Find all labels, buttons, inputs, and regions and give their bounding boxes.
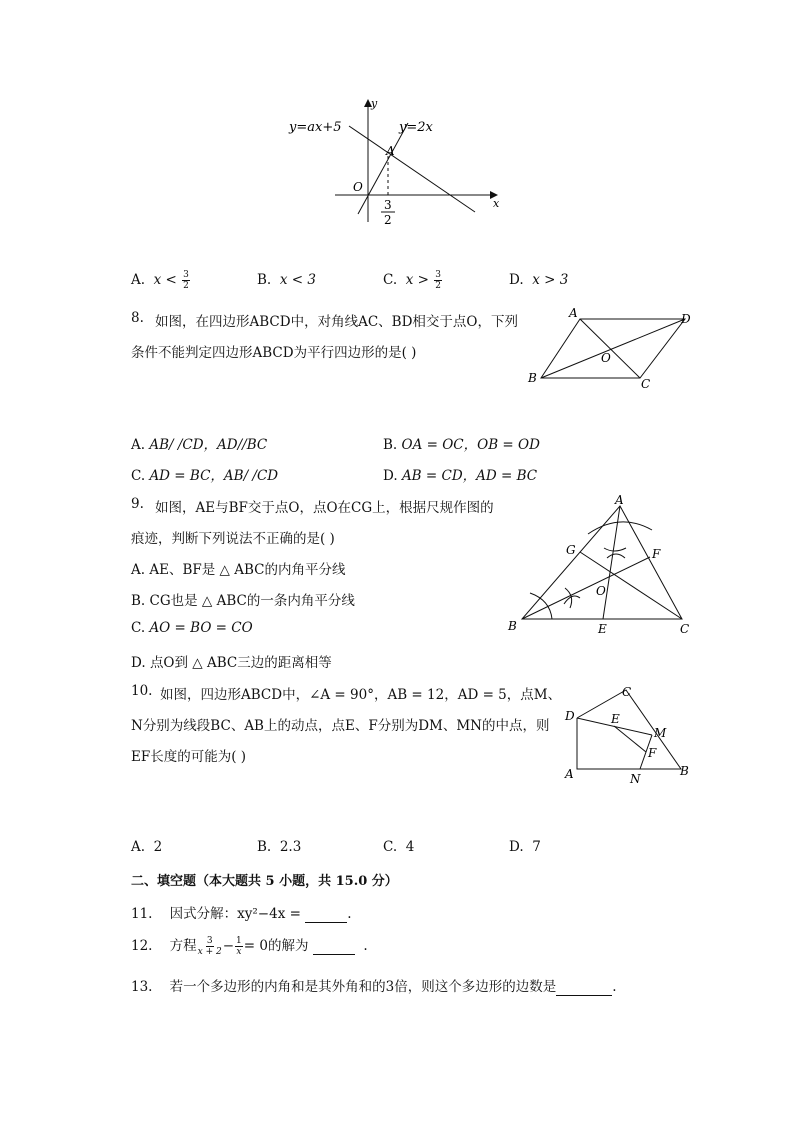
vertex-c: C [622,685,632,699]
answer-blank[interactable] [313,938,355,955]
label-origin: O [353,180,363,194]
construction-mark-upper [604,548,626,558]
vertex-d: D [681,312,691,326]
point-f: F [652,547,661,561]
label-y-axis: y [371,97,378,110]
q8-number: 8. [131,310,144,326]
point-g: G [566,543,576,557]
label-y-ax-plus-5: y=ax+5 [289,120,342,135]
q9-option-b[interactable]: B. CG也是 △ ABC的一条内角平分线 [131,593,355,609]
vertex-c: C [641,377,651,391]
fraction-1-over-x: $\frac{1}{x}$ [236,936,242,957]
point-m: M [654,726,667,740]
q9-stem-line1: 如图，AE与BF交于点O，点O在CG上，根据尺规作图的 [155,500,494,516]
parallelogram-figure [522,305,702,395]
q9-number: 9. [131,496,144,512]
vertex-b: B [508,619,517,633]
q10-stem-line1: 如图，四边形ABCD中，∠A = 90°，AB = 12，AD = 5，点M、 [160,687,562,703]
q10-option-a[interactable]: A. 2 [131,839,163,855]
q8-stem-line2: 条件不能判定四边形ABCD为平行四边形的是( ) [131,345,417,361]
q10-option-d[interactable]: D. 7 [509,839,541,855]
point-e: E [598,622,607,636]
q7-option-c[interactable]: C. x > $\frac{3}{2}$ [383,270,441,291]
tick-denominator: 2 [384,213,392,227]
q9-option-c[interactable]: C. AO = BO = CO [131,620,253,636]
vertex-b: B [528,371,537,385]
point-f: F [648,746,657,760]
q12: 12. 方程 $\frac{3}{x + 2}$ − $\frac{1}{x}$ = 0的解为 . [131,936,368,957]
q8-option-a[interactable]: A. AB/ /CD，AD//BC [131,437,268,453]
q9-option-d[interactable]: D. 点O到 △ ABC三边的距离相等 [131,655,332,671]
fraction-3-over-x-plus-2: $\frac{3}{x + 2}$ [197,936,222,957]
vertex-d: D [565,709,575,723]
fraction: $\frac{3}{2}$ [183,270,189,291]
vertex-a: A [565,767,574,781]
vertex-b: B [680,764,689,778]
diagonal-bd [541,319,685,378]
label-x-axis: x [493,197,500,210]
q9-stem-line2: 痕迹，判断下列说法不正确的是( ) [131,531,335,547]
tick-numerator: 3 [384,198,392,212]
q7-option-b[interactable]: B. x < 3 [257,272,316,288]
line-y-2x [358,123,408,214]
fraction: $\frac{3}{2}$ [435,270,441,291]
q10-option-c[interactable]: C. 4 [383,839,415,855]
q7-option-d[interactable]: D. x > 3 [509,272,569,288]
vertex-a: A [615,493,624,507]
q8-option-b[interactable]: B. OA = OC，OB = OD [383,437,540,453]
q8-option-c[interactable]: C. AD = BC，AB/ /CD [131,468,279,484]
answer-blank[interactable] [305,906,347,923]
linear-functions-graph [285,92,515,232]
q13: 13. 若一个多边形的内角和是其外角和的3倍，则这个多边形的边数是 . [131,979,617,995]
q11: 11. 因式分解：xy²−4x = . [131,906,352,922]
q7-option-a[interactable]: A. x < $\frac{3}{2}$ [131,270,189,291]
q10-number: 10. [131,683,153,699]
q10-stem-line2: N分别为线段BC、AB上的动点，点E、F分别为DM、MN的中点，则 [131,718,550,734]
vertex-c: C [680,622,690,636]
q10-option-b[interactable]: B. 2.3 [257,839,302,855]
q9-option-a[interactable]: A. AE、BF是 △ ABC的内角平分线 [131,562,346,578]
segment-bf [522,557,650,619]
triangle-bisector-figure [500,492,705,642]
q8-option-d[interactable]: D. AB = CD，AD = BC [383,468,538,484]
diagonal-ac [580,319,640,378]
vertex-a: A [569,306,578,320]
q10-stem-line3: EF长度的可能为( ) [131,749,247,765]
point-n: N [630,772,641,786]
answer-blank[interactable] [556,979,612,996]
quadrilateral-midpoint-figure [560,680,700,790]
label-y-2x: y=2x [399,120,433,135]
section-heading: 二、填空题（本大题共 5 小题，共 15.0 分） [131,874,398,889]
point-e: E [611,712,620,726]
point-o: O [596,584,606,598]
triangle-abc [522,506,682,619]
point-o: O [601,351,611,365]
label-point-a: A [386,144,395,158]
q8-stem-line1: 如图，在四边形ABCD中，对角线AC、BD相交于点O，下列 [155,314,518,330]
